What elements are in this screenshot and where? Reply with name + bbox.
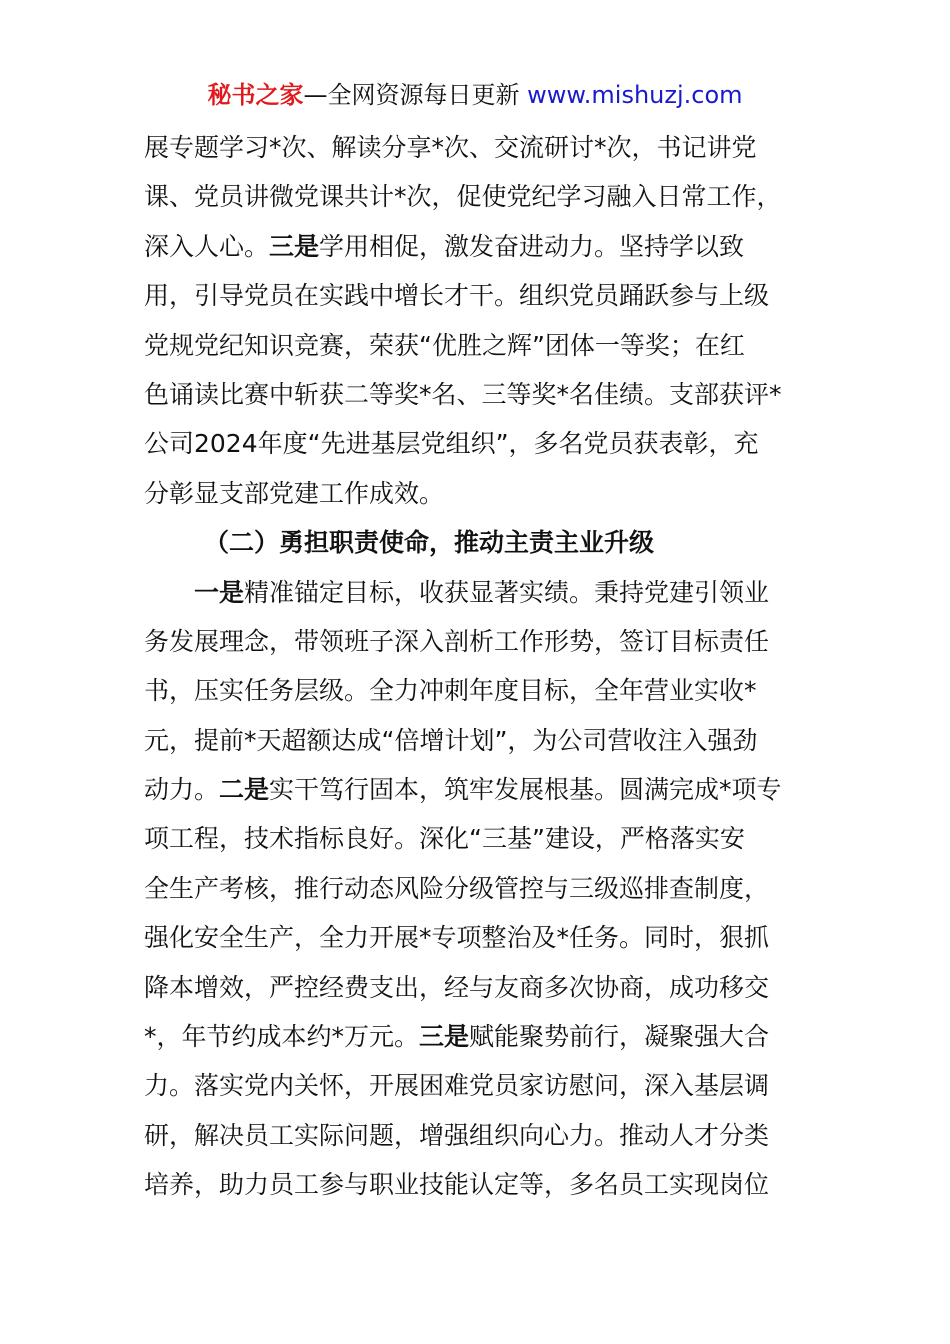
text-line: 强化安全生产，全力开展*专项整治及*任务。同时，狠抓 [144, 923, 770, 953]
site-header [0, 78, 950, 112]
site-url-link[interactable]: www.mishuzj.com [527, 81, 743, 109]
text-line: 降本增效，严控经费支出，经与友商多次协商，成功移交 [144, 972, 770, 1002]
text-line: 课、党员讲微党课共计*次，促使党纪学习融入日常工作， [144, 182, 782, 212]
text-line: 用，引导党员在实践中增长才干。组织党员踊跃参与上级 [144, 281, 770, 311]
text-line: 分彰显支部党建工作成效。 [144, 478, 445, 508]
text-line: 书，压实任务层级。全力冲刺年度目标，全年营业实收* [144, 676, 757, 706]
text-line: 展专题学习*次、解读分享*次、交流研讨*次，书记讲党 [144, 133, 757, 162]
section-heading: （二）勇担职责使命，推动主责主业升级 [204, 528, 655, 558]
text-span: 赋能聚势前行，凝聚强大合 [469, 1022, 770, 1052]
text-line: 元，提前*天超额达成“倍增计划”，为公司营收注入强劲 [144, 725, 758, 755]
emphasis-label: 三是 [419, 1022, 470, 1052]
text-line [144, 573, 814, 622]
text-line [144, 227, 814, 276]
header-tagline: —全网资源每日更新 [303, 81, 520, 109]
text-line: 项工程，技术指标良好。深化“三基”建设，严格落实安 [144, 824, 745, 854]
text-span: *，年节约成本约*万元。 [144, 1022, 420, 1052]
document-body [144, 128, 814, 1215]
brand-name: 秘书之家 [207, 81, 304, 109]
text-span: 精准锚定目标，收获显著实绩。秉持党建引领业 [244, 577, 770, 607]
emphasis-label: 二是 [219, 775, 270, 805]
text-line: 党规党纪知识竞赛，荣获“优胜之辉”团体一等奖；在红 [144, 330, 745, 360]
emphasis-label: 一是 [194, 577, 245, 607]
text-span: 深入人心。 [144, 231, 270, 261]
text-line: 培养，助力员工参与职业技能认定等，多名员工实现岗位 [144, 1170, 770, 1200]
text-line [144, 1017, 814, 1066]
text-line: 研，解决员工实际问题，增强组织向心力。推动人才分类 [144, 1120, 770, 1150]
text-span: 学用相促，激发奋进动力。坚持学以致 [319, 231, 745, 261]
text-span: 动力。 [144, 775, 220, 805]
text-line: 全生产考核，推行动态风险分级管控与三级巡排查制度， [144, 873, 770, 903]
text-line: 公司2024年度“先进基层党组织”，多名党员获表彰，充 [144, 429, 759, 459]
text-line: 力。落实党内关怀，开展困难党员家访慰问，深入基层调 [144, 1071, 770, 1101]
emphasis-label: 三是 [269, 231, 320, 261]
text-line [144, 770, 814, 819]
text-line: 务发展理念，带领班子深入剖析工作形势，签订目标责任 [144, 626, 770, 656]
text-line: 色诵读比赛中斩获二等奖*名、三等奖*名佳绩。支部获评* [144, 379, 782, 409]
text-span: 实干笃行固本，筑牢发展根基。圆满完成*项专 [269, 775, 782, 805]
